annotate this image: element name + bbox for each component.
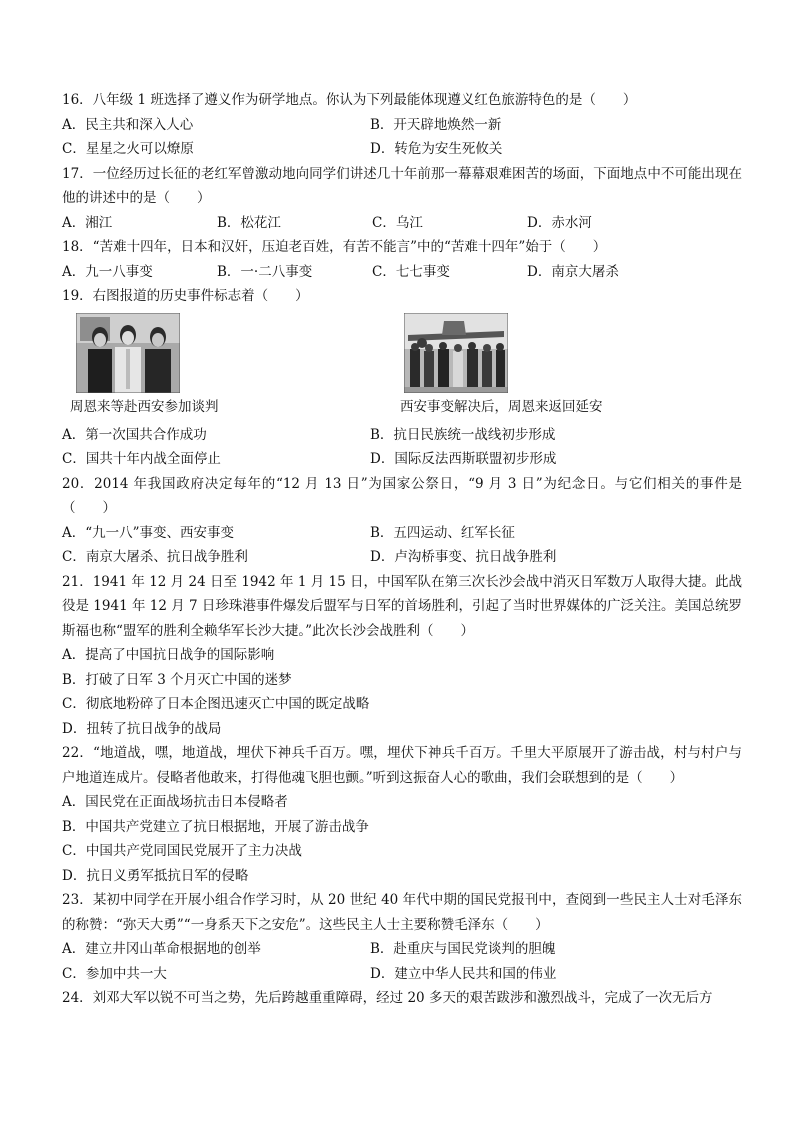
option-c: C．国共十年内战全面停止: [62, 451, 221, 467]
question-20-stem: 20．2014 年我国政府决定每年的“12 月 13 日”为国家公祭日，“9 月 3 日”为纪念日。与它们相关的事件是（ ）: [62, 475, 742, 516]
question-23-options: [62, 937, 742, 962]
question-20-options-2: [62, 545, 742, 570]
option-b: B．开天辟地焕然一新: [370, 116, 502, 133]
question-19-stem: 19．右图报道的历史事件标志着（ ）: [62, 288, 309, 304]
option-b: B．抗日民族统一战线初步形成: [370, 426, 556, 443]
option-a: A．“九一八”事变、西安事变: [62, 524, 235, 541]
option-b: B．赴重庆与国民党谈判的胆魄: [370, 941, 556, 957]
exam-page: [62, 88, 742, 1011]
photo-zhou-enlai-return-yanan: [404, 313, 508, 393]
option-d: D．抗日义勇军抵抗日军的侵略: [62, 867, 249, 884]
option-c: C．乌江: [372, 214, 423, 231]
question-20-options: [62, 521, 742, 546]
option-b: B．中国共产党建立了抗日根据地，开展了游击战争: [62, 818, 369, 835]
option-d: D．国际反法西斯联盟初步形成: [370, 451, 557, 467]
option-d: D．扭转了抗日战争的战局: [62, 720, 222, 737]
question-21-stem: 21．1941 年 12 月 24 日至 1942 年 1 月 15 日，中国军队在第三次长沙会战中消灭日军数万人取得大捷。此战役是 1941 年 12 月 7 日珍珠港事件爆发后盟军与日军的首场胜利，引起了当时世界媒体的广泛关注。美国总统罗斯福也称“盟军的胜利全赖华军长沙大捷。”此次长沙会战胜利（ ）: [62, 573, 742, 639]
option-a: A．湘江: [62, 214, 113, 231]
question-17-options: [62, 211, 742, 236]
question-16-stem: 16．八年级 1 班选择了遵义作为研学地点。你认为下列最能体现遵义红色旅游特色的是（ ）: [62, 92, 637, 108]
option-b: B．一·二八事变: [217, 263, 313, 280]
option-d: D．转危为安生死攸关: [370, 141, 503, 157]
question-18-options: [62, 260, 742, 285]
option-c: C．星星之火可以燎原: [62, 141, 194, 157]
question-19-options: [62, 423, 742, 448]
photo-caption-right: 西安事变解决后，周恩来返回延安: [400, 398, 603, 415]
option-a: A．国民党在正面战场抗击日本侵略者: [62, 794, 288, 810]
option-d: D．建立中华人民共和国的伟业: [370, 965, 557, 982]
option-d: D．赤水河: [527, 214, 592, 231]
question-23-stem: 23．某初中同学在开展小组合作学习时，从 20 世纪 40 年代中期的国民党报刊中，查阅到一些民主人士对毛泽东的称赞：“弥天大勇”“一身系天下之安危”。这些民主人士主要称赞毛泽东（ ）: [62, 892, 742, 933]
question-19-options-2: [62, 447, 742, 472]
photo-zhou-enlai-group: [76, 313, 180, 393]
question-23-options-2: [62, 962, 742, 987]
option-a: A．提高了中国抗日战争的国际影响: [62, 647, 275, 663]
option-c: C．中国共产党同国民党展开了主力决战: [62, 843, 302, 859]
option-a: A．建立井冈山革命根据地的创举: [62, 941, 261, 957]
option-c: C．彻底地粉碎了日本企图迅速灭亡中国的既定战略: [62, 696, 370, 712]
option-a: A．第一次国共合作成功: [62, 426, 207, 443]
option-b: B．松花江: [217, 214, 281, 231]
question-16-options: [62, 113, 742, 138]
option-d: D．卢沟桥事变、抗日战争胜利: [370, 549, 557, 565]
question-16-options-2: [62, 137, 742, 162]
option-a: A．民主共和深入人心: [62, 116, 194, 133]
photo-caption-left: 周恩来等赴西安参加谈判: [70, 398, 219, 415]
option-b: B．打破了日军 3 个月灭亡中国的迷梦: [62, 671, 292, 688]
question-24-stem: 24．刘邓大军以锐不可当之势，先后跨越重重障碍，经过 20 多天的艰苦跋涉和激烈战斗，完成了一次无后方: [62, 990, 713, 1006]
question-22-stem: 22．“地道战，嘿，地道战，埋伏下神兵千百万。嘿，埋伏下神兵千百万。千里大平原展开了游击战，村与村户与户地道连成片。侵略者他敢来，打得他魂飞胆也颤。”听到这振奋人心的歌曲，我们会联想到的是（ ）: [62, 745, 742, 786]
option-c: C．七七事变: [372, 263, 450, 280]
question-17-stem: 17．一位经历过长征的老红军曾激动地向同学们讲述几十年前那一幕幕艰难困苦的场面，下面地点中不可能出现在他的讲述中的是（ ）: [62, 165, 742, 206]
option-a: A．九一八事变: [62, 263, 153, 280]
option-d: D．南京大屠杀: [527, 263, 619, 280]
option-c: C．南京大屠杀、抗日战争胜利: [62, 549, 248, 565]
question-18-stem: 18．“苦难十四年，日本和汉奸，压迫老百姓，有苦不能言”中的“苦难十四年”始于（ ）: [62, 239, 607, 255]
question-19-photos: [62, 313, 742, 423]
option-b: B．五四运动、红军长征: [370, 524, 515, 541]
option-c: C．参加中共一大: [62, 965, 167, 982]
